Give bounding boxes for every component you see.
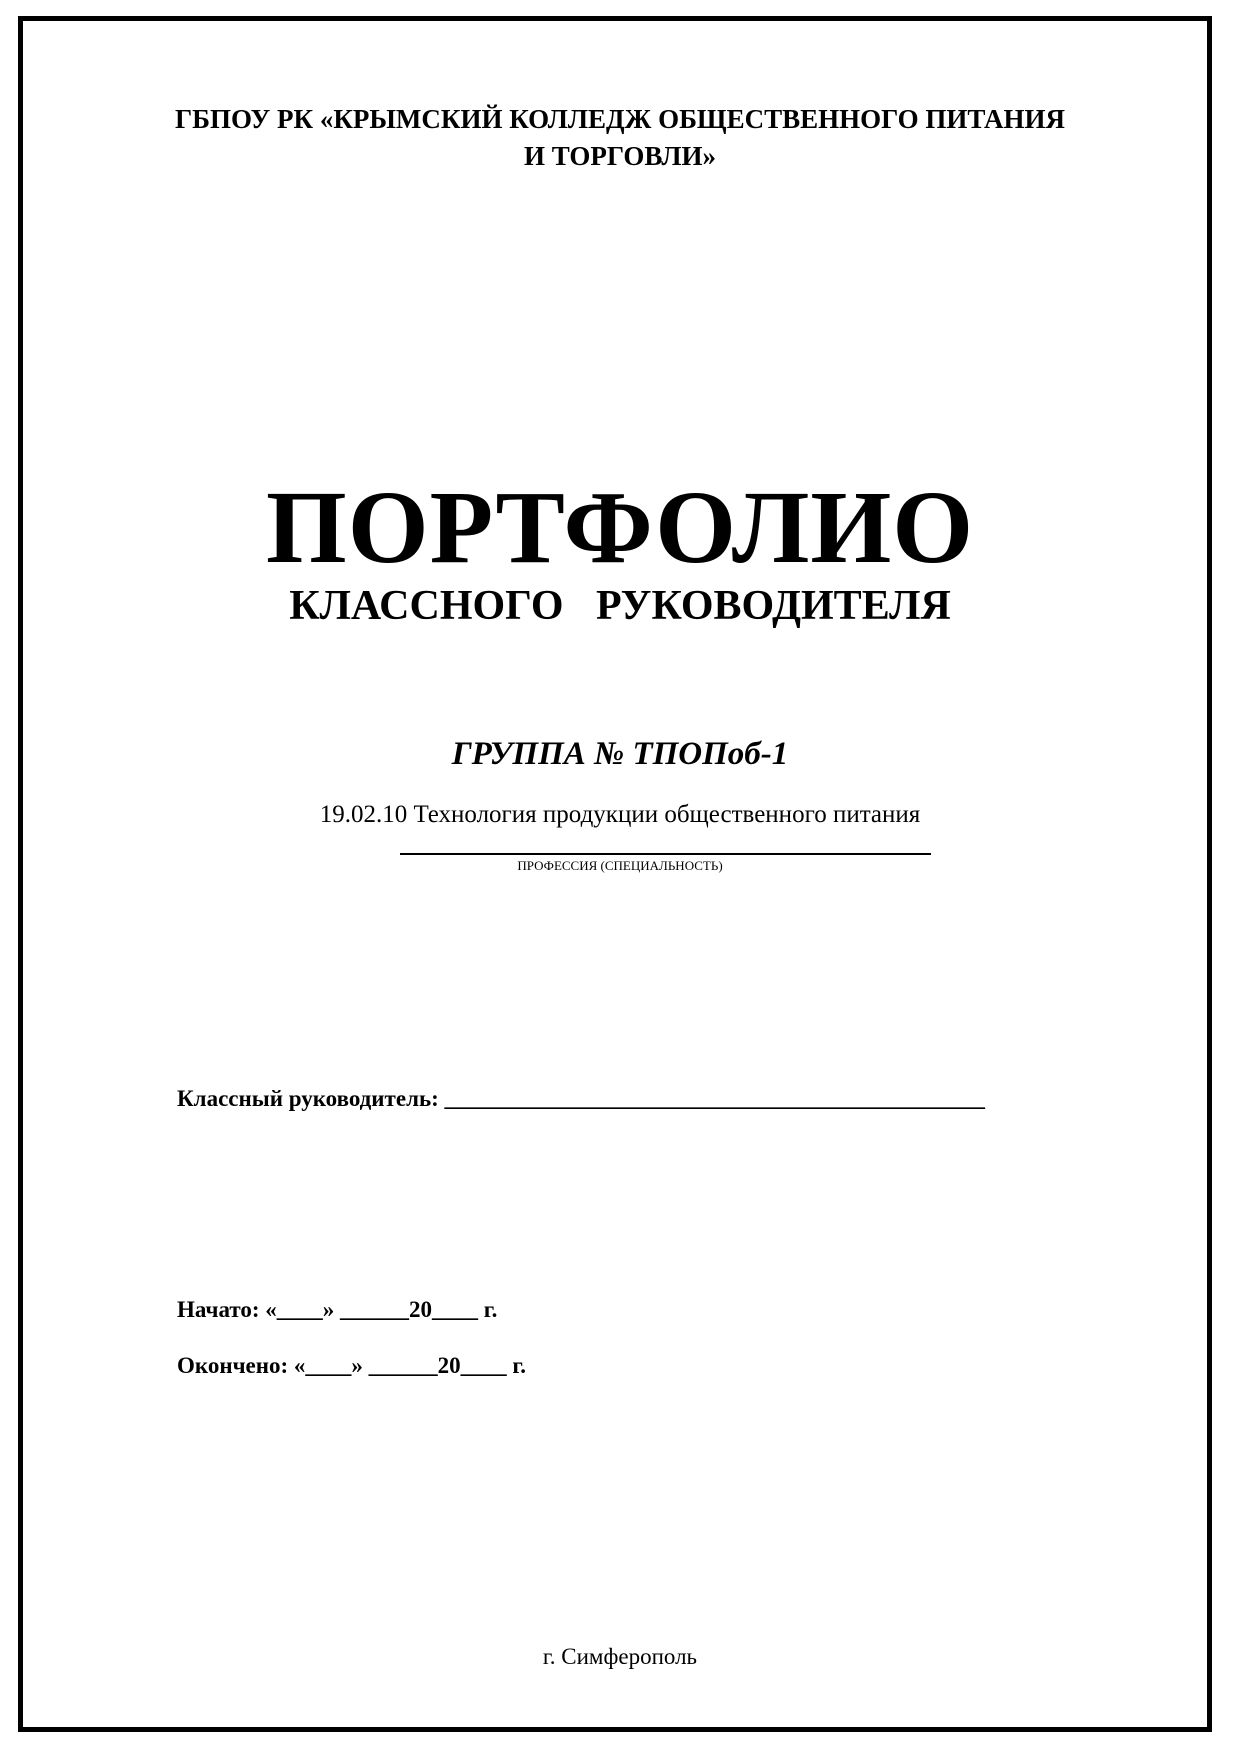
document-title: ПОРТФОЛИО bbox=[265, 470, 975, 585]
document-subtitle: КЛАССНОГО РУКОВОДИТЕЛЯ bbox=[289, 583, 951, 629]
specialty-caption: ПРОФЕССИЯ (СПЕЦИАЛЬНОСТЬ) bbox=[517, 858, 723, 873]
institution-name-line2: И ТОРГОВЛИ» bbox=[523, 141, 716, 171]
city-name: г. Симферополь bbox=[542, 1644, 698, 1669]
group-number: ГРУППА № ТПОПоб-1 bbox=[451, 736, 789, 772]
end-date-field: Окончено: «____» ______20____ г. bbox=[177, 1353, 527, 1378]
institution-name-line1: ГБПОУ РК «КРЫМСКИЙ КОЛЛЕДЖ ОБЩЕСТВЕННОГО ПИТАНИЯ bbox=[174, 104, 1066, 134]
page-border bbox=[18, 16, 1212, 1732]
specialty-value: 19.02.10 Технология продукции общественного питания bbox=[319, 801, 921, 828]
class-teacher-field: Классный руководитель: _______________________________________________ bbox=[177, 1086, 986, 1111]
start-date-field: Начато: «____» ______20____ г. bbox=[177, 1297, 498, 1322]
specialty-underline bbox=[400, 853, 931, 855]
